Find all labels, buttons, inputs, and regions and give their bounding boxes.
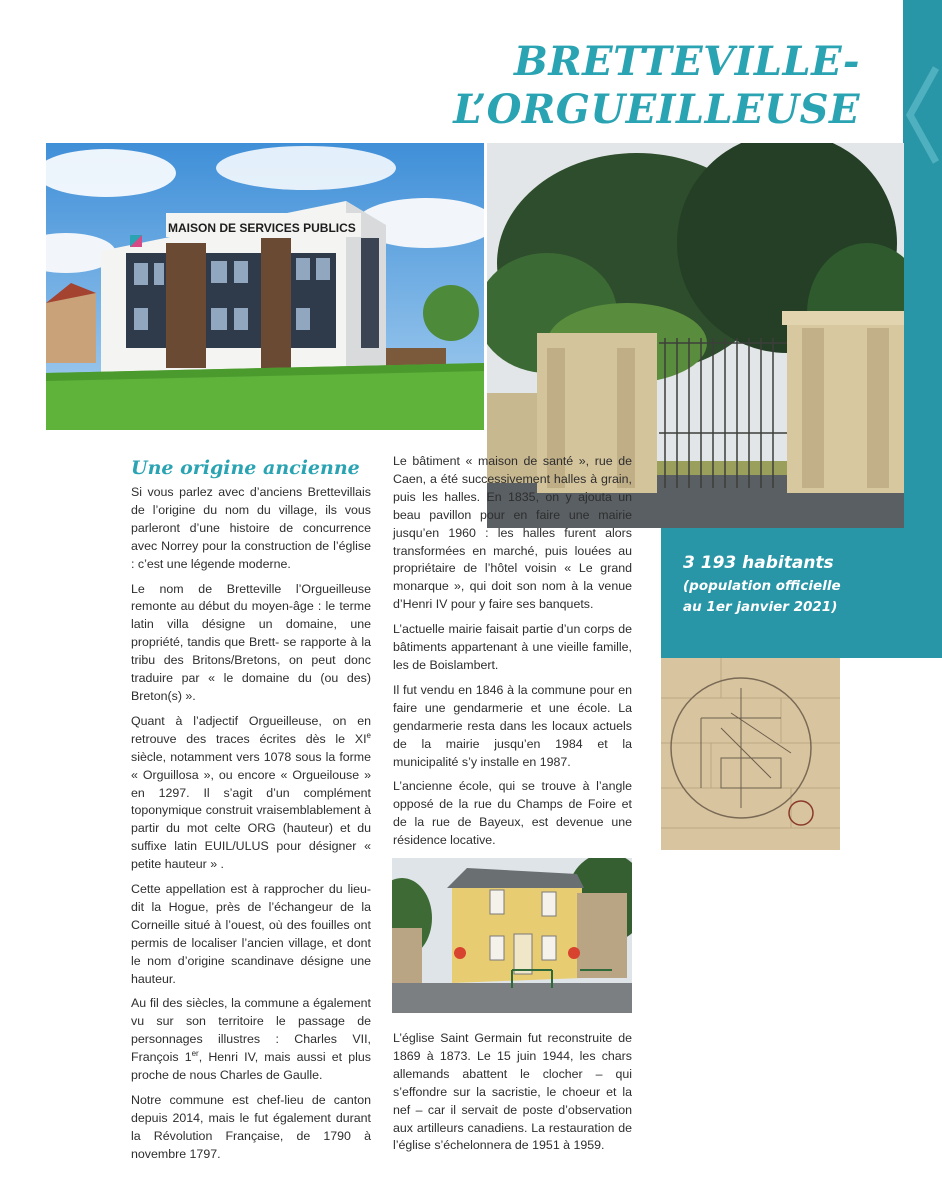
paragraph: L’ancienne école, qui se trouve à l’angle opposé de la rue du Champs de Foire et de la rue de Bayeux, est devenue une résidence locative. xyxy=(393,779,632,848)
section-heading: Une origine ancienne xyxy=(131,457,360,479)
paragraph: L’église Saint Germain fut reconstruite de 1869 à 1873. Le 15 juin 1944, les chars allemands abattent le clocher – qui s’effondre sur la sacristie, le choeur et la nef – car il servait de poste d’observation aux artilleurs canadiens. La restauration de l’église s’échelonnera de 1951 à 1959. xyxy=(393,1031,632,1153)
photo-sundial-wall xyxy=(661,658,840,850)
title-line-2: L’ORGUEILLEUSE xyxy=(453,86,860,133)
text-column-2 xyxy=(393,453,632,857)
paragraph: Quant à l’adjectif Orgueilleuse, on en retrouve des traces écrites dès le XIe siècle, notamment vers 1078 sous la forme « Orguillosa », ou encore « Orgueilouse » en 1297. Il s’agit d’un complément toponymique construit vraisemblablement à partir du mot celte ORG (hauteur) et du suffixe latin EUIL/ULUS pour désigner « petite hauteur » . xyxy=(131,713,371,872)
paragraph: Le nom de Bretteville l’Orgueilleuse remonte au début du moyen-âge : le terme latin villa désigne un domaine, une propriété, tandis que Brett- se rapporte à la tribu des Britons/Bretons, on peut donc traduire par « le domaine du (ou des) Breton(s) ». xyxy=(131,581,371,703)
title-line-1: BRETTEVILLE- xyxy=(514,38,860,85)
paragraph: Si vous parlez avec d’anciens Brettevillais de l’origine du nom du village, ils vous parleront d’une histoire de concurrence avec Norrey pour la construction de l’église : c’est une légende moderne. xyxy=(131,485,371,571)
paragraph: Le bâtiment « maison de santé », rue de Caen, a été successivement halles à grain, puis les halles. En 1835, on y ajouta un beau pavillon pour en faire une mairie jusqu’en 1960 : les halles furent alors transformées en marché, puis louées au propriétaire de l’hôtel voisin « Le grand monarque », qui doit son nom à la venue d’Henri IV pour y faire ses banquets. xyxy=(393,454,632,612)
paragraph: Notre commune est chef-lieu de canton depuis 2014, mais le fut également durant la Révolution Française, de 1790 à novembre 1797. xyxy=(131,1093,371,1161)
paragraph: L’actuelle mairie faisait partie d’un corps de bâtiments appartenant à une vieille famille, les de Boislambert. xyxy=(393,622,632,672)
photo-maison-services-publics xyxy=(46,143,484,430)
paragraph: Il fut vendu en 1846 à la commune pour en faire une gendarmerie et une école. La gendarmerie resta dans les locaux actuels de la mairie jusqu’en 1984 et la municipalité s’y installe en 1987. xyxy=(393,682,632,769)
population-note xyxy=(683,576,933,618)
population-note-line-2: au 1er janvier 2021) xyxy=(683,599,838,615)
page-title xyxy=(340,38,860,134)
building-sign-text: MAISON DE SERVICES PUBLICS xyxy=(168,221,356,235)
text-column-1 xyxy=(131,484,371,1171)
text-column-3 xyxy=(393,1030,632,1162)
population-count: 3 193 habitants xyxy=(683,553,834,573)
population-note-line-1: (population officielle xyxy=(683,578,841,594)
chevron-decoration-icon xyxy=(906,60,942,170)
paragraph: Au fil des siècles, la commune a également vu sur son territoire le passage de personnages illustres : Charles VII, François 1er, Henri IV, mais aussi et plus proche de nous Charles de Gaulle. xyxy=(131,996,371,1083)
paragraph: Cette appellation est à rapprocher du lieu-dit la Hogue, près de l’échangeur de la Corneille situé à l’ouest, où des fouilles ont permis de localiser l’ancien village, et dont le nom d’origine scandinave désigne une hauteur. xyxy=(131,882,371,986)
photo-yellow-house xyxy=(392,858,632,1013)
